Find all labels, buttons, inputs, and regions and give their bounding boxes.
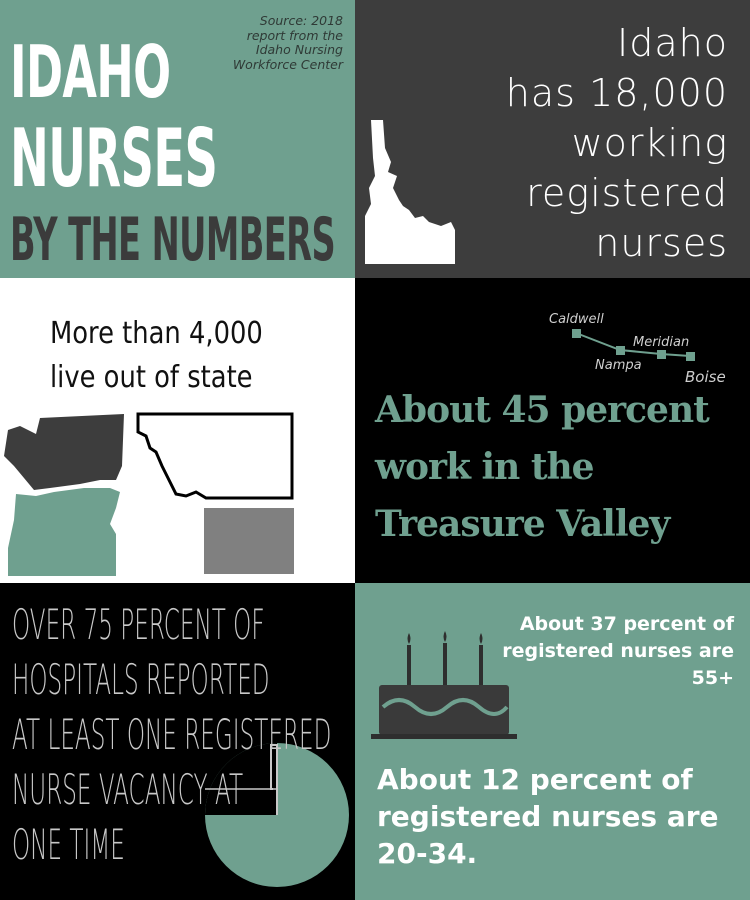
treasure-valley-text — [375, 382, 709, 553]
source-line: Workforce Center — [232, 56, 343, 72]
vacancy-line: NURSE VACANCY AT — [12, 765, 244, 814]
valley-line: Treasure Valley — [375, 503, 670, 545]
vacancy-line: AT LEAST ONE REGISTERED — [12, 710, 332, 759]
older-line: 55+ — [691, 667, 734, 689]
source-line: Idaho Nursing — [255, 42, 343, 57]
source-line: Source: 2018 — [259, 13, 343, 28]
total-line: has 18,000 — [505, 71, 728, 115]
vacancy-line: OVER 75 PERCENT OF — [12, 600, 265, 649]
city-label-caldwell: Caldwell — [549, 312, 604, 327]
total-line: Idaho — [617, 21, 728, 65]
title-line-nurses: NURSES — [10, 112, 218, 205]
younger-line: registered nurses are — [377, 800, 719, 833]
older-nurses-text — [484, 611, 734, 692]
total-nurses-panel — [355, 0, 750, 278]
older-line: About 37 percent of — [519, 613, 734, 635]
valley-line: About 45 percent — [375, 389, 709, 431]
treasure-valley-panel — [355, 278, 750, 583]
neighbor-states-icon — [0, 408, 355, 583]
oregon-state-icon — [8, 488, 120, 576]
total-line: working — [571, 121, 728, 165]
vacancy-panel — [0, 583, 355, 900]
younger-line: About 12 percent of — [377, 763, 693, 796]
total-line: nurses — [595, 221, 728, 265]
title-line-by-the-numbers: BY THE NUMBERS — [10, 205, 336, 275]
total-nurses-text — [506, 18, 728, 268]
source-note — [193, 14, 343, 72]
older-line: registered nurses are — [502, 640, 734, 662]
source-line: report from the — [246, 27, 343, 43]
wyoming-state-icon — [204, 508, 294, 574]
city-label-boise: Boise — [685, 368, 726, 386]
vacancy-line: ONE TIME — [12, 820, 125, 869]
younger-nurses-text — [377, 761, 719, 872]
idaho-state-icon — [363, 118, 458, 266]
out-of-state-text — [50, 312, 263, 400]
younger-line: 20-34. — [377, 837, 478, 870]
out-of-state-panel — [0, 278, 355, 583]
vacancy-text — [12, 597, 331, 872]
out-of-state-line: live out of state — [50, 360, 253, 395]
montana-state-icon — [138, 414, 292, 498]
valley-line: work in the — [375, 446, 594, 488]
title-line-idaho: IDAHO — [10, 30, 171, 114]
title-panel — [0, 0, 355, 278]
age-panel — [355, 583, 750, 900]
total-line: registered — [526, 171, 728, 215]
city-label-nampa: Nampa — [595, 358, 642, 373]
vacancy-line: HOSPITALS REPORTED — [12, 655, 270, 704]
washington-state-icon — [4, 414, 124, 490]
out-of-state-line: More than 4,000 — [50, 316, 263, 351]
city-label-meridian: Meridian — [633, 335, 690, 350]
